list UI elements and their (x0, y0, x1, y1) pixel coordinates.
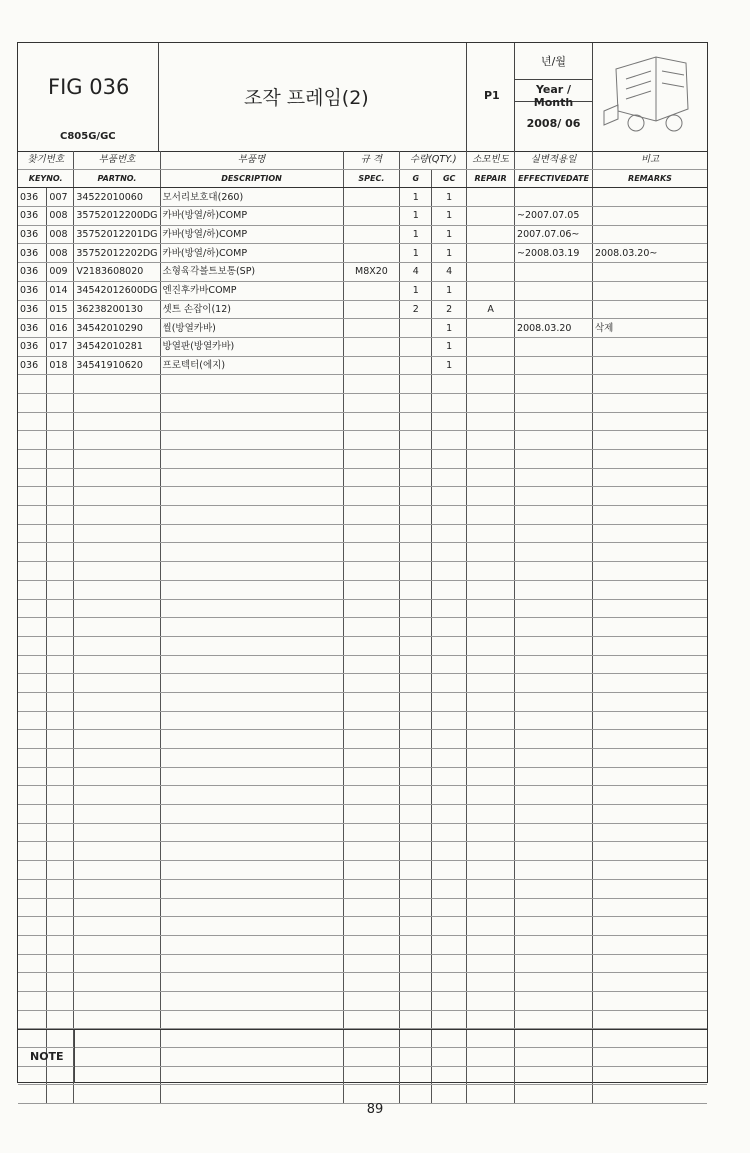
col-gc: GC (432, 169, 467, 188)
cell-key: 007 (47, 188, 74, 207)
model-name: C805G/GC (60, 131, 116, 142)
cell-eff (515, 188, 593, 207)
empty-row (18, 393, 707, 412)
cell-spec: M8X20 (343, 263, 400, 282)
empty-row (18, 842, 707, 861)
table-row (18, 300, 707, 319)
cell-spec (343, 281, 400, 300)
cell-g (400, 356, 432, 375)
cell-g: 2 (400, 300, 432, 319)
cell-part: 35752012200DG (74, 207, 160, 226)
table-row (18, 207, 707, 226)
cell-repair (467, 225, 515, 244)
machine-thumbnail (596, 49, 706, 145)
cell-desc: 씰(방열카바) (160, 319, 343, 338)
cell-repair (467, 207, 515, 226)
empty-row (18, 506, 707, 525)
empty-row (18, 431, 707, 450)
empty-row (18, 543, 707, 562)
cell-eff: ~2008.03.19 (515, 244, 593, 263)
cell-desc: 카바(방열/하)COMP (160, 207, 343, 226)
table-row (18, 244, 707, 263)
cell-repair (467, 281, 515, 300)
cell-key: 008 (47, 244, 74, 263)
table-row (18, 188, 707, 207)
cell-gc: 1 (432, 281, 467, 300)
col-spec-ko: 규 격 (343, 151, 400, 169)
col-remarks-ko: 비고 (593, 151, 708, 169)
cell-desc: 셋트 손잡이(12) (160, 300, 343, 319)
cell-part: V2183608020 (74, 263, 160, 282)
fig-number: FIG 036 (48, 75, 130, 99)
cell-g: 4 (400, 263, 432, 282)
cell-spec (343, 207, 400, 226)
cell-fig: 036 (18, 263, 47, 282)
col-g: G (400, 169, 432, 188)
cell-repair: A (467, 300, 515, 319)
header-row-english (18, 169, 707, 188)
cell-key: 017 (47, 337, 74, 356)
cell-key: 008 (47, 225, 74, 244)
cell-repair (467, 188, 515, 207)
cell-fig: 036 (18, 337, 47, 356)
cell-fig: 036 (18, 225, 47, 244)
col-repair: REPAIR (467, 169, 515, 188)
cell-eff (515, 356, 593, 375)
cell-gc: 1 (432, 225, 467, 244)
empty-row (18, 692, 707, 711)
empty-row (18, 711, 707, 730)
cell-part: 34541910620 (74, 356, 160, 375)
cell-gc: 1 (432, 244, 467, 263)
empty-row (18, 805, 707, 824)
table-row (18, 337, 707, 356)
cell-remarks (593, 337, 708, 356)
cell-key: 009 (47, 263, 74, 282)
parts-table (18, 151, 707, 1104)
cell-g: 1 (400, 244, 432, 263)
cell-eff (515, 337, 593, 356)
empty-row (18, 655, 707, 674)
table-row (18, 263, 707, 282)
year-month-korean: 년/월 (541, 55, 566, 68)
col-desc-ko: 부품명 (160, 151, 343, 169)
cell-gc: 1 (432, 356, 467, 375)
empty-row (18, 1085, 707, 1104)
col-spec: SPEC. (343, 169, 400, 188)
col-keyno-ko: 찾기번호 (18, 151, 74, 169)
cell-desc: 모서리보호대(260) (160, 188, 343, 207)
cell-remarks (593, 188, 708, 207)
empty-row (18, 1010, 707, 1029)
table-row (18, 225, 707, 244)
col-partno: PARTNO. (74, 169, 160, 188)
cell-repair (467, 244, 515, 263)
cell-fig: 036 (18, 207, 47, 226)
parts-sheet (17, 42, 708, 1083)
cell-desc: 소형육각볼트보통(SP) (160, 263, 343, 282)
cell-fig: 036 (18, 300, 47, 319)
empty-row (18, 468, 707, 487)
empty-row (18, 861, 707, 880)
empty-row (18, 879, 707, 898)
cell-spec (343, 300, 400, 319)
page-title: 조작 프레임(2) (244, 87, 369, 109)
empty-row (18, 636, 707, 655)
cell-g: 1 (400, 188, 432, 207)
empty-row (18, 767, 707, 786)
cell-key: 015 (47, 300, 74, 319)
cell-g (400, 337, 432, 356)
empty-row (18, 898, 707, 917)
empty-row (18, 524, 707, 543)
cell-remarks (593, 300, 708, 319)
cell-desc: 프로텍터(에지) (160, 356, 343, 375)
cell-key: 016 (47, 319, 74, 338)
cell-g (400, 319, 432, 338)
cell-remarks: 2008.03.20~ (593, 244, 708, 263)
cell-spec (343, 356, 400, 375)
cell-part: 34542010290 (74, 319, 160, 338)
cell-key: 014 (47, 281, 74, 300)
cell-fig: 036 (18, 281, 47, 300)
empty-row (18, 730, 707, 749)
cell-key: 008 (47, 207, 74, 226)
empty-row (18, 450, 707, 469)
cell-part: 34542012600DG (74, 281, 160, 300)
year-month-value: 2008/ 06 (526, 117, 581, 130)
cell-fig: 036 (18, 244, 47, 263)
cell-desc: 엔진후카바COMP (160, 281, 343, 300)
cell-desc: 카바(방열/하)COMP (160, 244, 343, 263)
cell-fig: 036 (18, 319, 47, 338)
cell-desc: 카바(방열/하)COMP (160, 225, 343, 244)
empty-row (18, 599, 707, 618)
empty-row (18, 935, 707, 954)
note-section (18, 1029, 707, 1083)
cell-g: 1 (400, 225, 432, 244)
col-eff: EFFECTIVEDATE (515, 169, 593, 188)
cell-eff: 2007.07.06~ (515, 225, 593, 244)
cell-eff (515, 300, 593, 319)
cell-remarks (593, 263, 708, 282)
col-keyno: KEYNO. (18, 169, 74, 188)
cell-part: 34522010060 (74, 188, 160, 207)
cell-eff (515, 263, 593, 282)
col-remarks: REMARKS (593, 169, 708, 188)
empty-row (18, 487, 707, 506)
empty-row (18, 562, 707, 581)
col-qty-ko: 수량(QTY.) (400, 151, 467, 169)
year-month-label: Year / Month (533, 83, 574, 109)
sheet-header (18, 43, 707, 152)
cell-desc: 방열판(방열카바) (160, 337, 343, 356)
col-repair-ko: 소모빈도 (467, 151, 515, 169)
cell-repair (467, 319, 515, 338)
col-eff-ko: 실변적용일 (515, 151, 593, 169)
cell-remarks (593, 356, 708, 375)
empty-row (18, 618, 707, 637)
cell-part: 34542010281 (74, 337, 160, 356)
cell-gc: 1 (432, 337, 467, 356)
page-code: P1 (484, 89, 500, 102)
cell-fig: 036 (18, 356, 47, 375)
empty-row (18, 412, 707, 431)
cell-gc: 2 (432, 300, 467, 319)
cell-part: 36238200130 (74, 300, 160, 319)
empty-row (18, 749, 707, 768)
table-row (18, 281, 707, 300)
cell-repair (467, 356, 515, 375)
cell-part: 35752012201DG (74, 225, 160, 244)
empty-row (18, 954, 707, 973)
cell-spec (343, 319, 400, 338)
cell-key: 018 (47, 356, 74, 375)
empty-row (18, 375, 707, 394)
cell-gc: 1 (432, 188, 467, 207)
col-desc: DESCRIPTION (160, 169, 343, 188)
cell-repair (467, 263, 515, 282)
cell-repair (467, 337, 515, 356)
empty-row (18, 973, 707, 992)
col-partno-ko: 부품번호 (74, 151, 160, 169)
cell-gc: 1 (432, 207, 467, 226)
cell-part: 35752012202DG (74, 244, 160, 263)
table-row (18, 319, 707, 338)
empty-row (18, 580, 707, 599)
cell-spec (343, 188, 400, 207)
empty-row (18, 823, 707, 842)
empty-row (18, 674, 707, 693)
empty-row (18, 991, 707, 1010)
cell-gc: 1 (432, 319, 467, 338)
cell-g: 1 (400, 281, 432, 300)
table-row (18, 356, 707, 375)
cell-eff: ~2007.07.05 (515, 207, 593, 226)
cell-remarks (593, 225, 708, 244)
header-row-korean (18, 151, 707, 169)
page-number: 89 (366, 1102, 384, 1117)
cell-gc: 4 (432, 263, 467, 282)
cell-spec (343, 244, 400, 263)
note-label: NOTE (30, 1050, 64, 1063)
cell-g: 1 (400, 207, 432, 226)
cell-eff (515, 281, 593, 300)
empty-row (18, 917, 707, 936)
cell-remarks: 삭제 (593, 319, 708, 338)
cell-spec (343, 337, 400, 356)
cell-remarks (593, 207, 708, 226)
cell-remarks (593, 281, 708, 300)
cell-spec (343, 225, 400, 244)
empty-row (18, 786, 707, 805)
cell-fig: 036 (18, 188, 47, 207)
cell-eff: 2008.03.20 (515, 319, 593, 338)
